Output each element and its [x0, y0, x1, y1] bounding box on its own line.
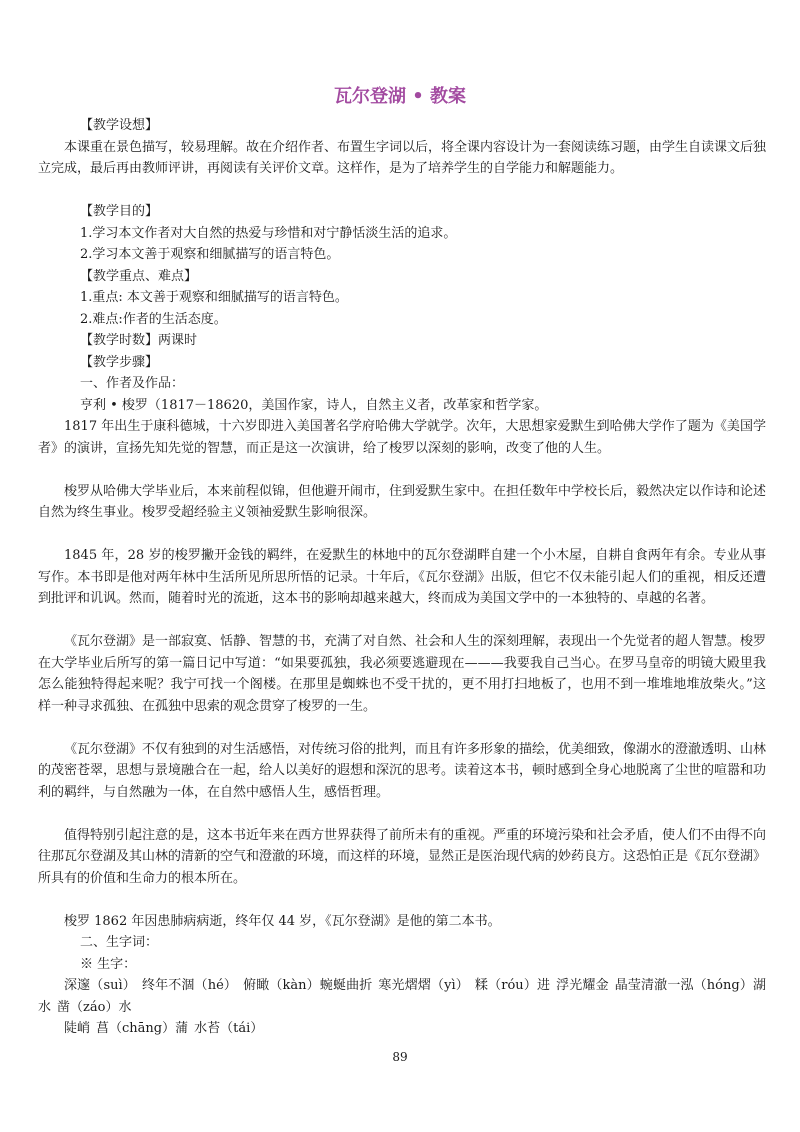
design-paragraph: 本课重在景色描写，较易理解。故在介绍作者、布置生字词以后，将全课内容设计为一套阅读练习题，由学生自读课文后独立完成，最后再由教师评讲，再阅读有关评价文章。这样作，是为了培养学生的自学能力和解题能力。: [38, 139, 767, 176]
spacer: [38, 717, 766, 739]
spacer: [38, 803, 766, 825]
aims-item-1: 1.学习本文作者对大自然的热爱与珍惜和对宁静恬淡生活的追求。: [80, 225, 457, 241]
key-heading: 【教学重点、难点】: [80, 268, 198, 284]
key-item-1: 1.重点: 本文善于观察和细腻描写的语言特色。: [80, 290, 348, 305]
hours-heading: 【教学时数】: [80, 333, 159, 348]
bio-paragraph-3: 1845 年，28 岁的梭罗撇开金钱的羁绊，在爱默生的林地中的瓦尔登湖畔自建一个小木屋，自耕自食两年有余。专业从事写作。本书即是他对两年林中生活所见所思所悟的记录。十年后，《瓦尔登湖》出版，但它不仅未能引起人们的重视，相反还遭到批评和讥讽。然而，随着时光的流逝，这本书的影响却越来越大，终而成为美国文学中的一本独特的、卓越的名著。: [38, 548, 766, 606]
aims-item-2: 2.学习本文善于观察和细腻描写的语言特色。: [80, 247, 340, 262]
hours-value: 两课时: [158, 333, 198, 348]
word-item: 陡峭: [64, 1021, 91, 1036]
book-paragraph-3: 值得特别引起注意的是，这本书近年来在西方世界获得了前所未有的重视。严重的环境污染和社会矛盾，使人们不由得不向往那瓦尔登湖及其山林的清新的空气和澄澈的环境，而这样的环境，显然正是医治现代病的妙药良方。这恐怕正是《瓦尔登湖》所具有的价值和生命力的根本所在。: [38, 827, 767, 886]
key-item-2: 2.难点:作者的生活态度。: [80, 311, 227, 327]
spacer: [38, 180, 766, 202]
spacer: [38, 524, 766, 546]
design-heading: 【教学设想】: [80, 118, 159, 133]
word-item: 菖（chāng）蒲: [96, 1021, 189, 1036]
word-item: 水苔（tái）: [194, 1021, 264, 1036]
section1-heading: 一、作者及作品：: [80, 376, 185, 391]
word-item: 凿（záo）水: [57, 999, 132, 1015]
document-title: 瓦尔登湖 • 教案: [333, 86, 467, 107]
word-item: 终年不涸（hé）: [141, 978, 238, 993]
hours-line: [38, 330, 766, 352]
death-paragraph: 梭罗 1862 年因患肺病病逝，终年仅 44 岁，《瓦尔登湖》是他的第二本书。: [64, 913, 501, 929]
author-line: 亨利 • 梭罗（1817－18620，美国作家，诗人，自然主义者，改革家和哲学家。: [80, 397, 548, 413]
steps-heading: 【教学步骤】: [80, 354, 159, 370]
bio-paragraph-2: 梭罗从哈佛大学毕业后，本来前程似锦，但他避开闹市，住到爱默生家中。在担任数年中学校长后，毅然决定以作诗和论述自然为终生事业。梭罗受超经验主义领袖爱默生影响很深。: [38, 483, 767, 520]
page-number: 89: [392, 1050, 408, 1064]
new-words-subheading: ※ 生字：: [80, 956, 137, 972]
word-item: 寒光熠熠（yì）: [378, 978, 469, 993]
spacer: [38, 610, 766, 632]
document-body: [38, 115, 766, 1040]
spacer: [38, 889, 766, 911]
word-item: 深邃（suì）: [64, 978, 136, 993]
aims-heading: 【教学目的】: [80, 204, 159, 219]
word-item: 浮光耀金: [556, 978, 609, 993]
new-words-line-2: [38, 1018, 766, 1040]
book-paragraph-1: 《瓦尔登湖》是一部寂寞、恬静、智慧的书，充满了对自然、社会和人生的深刻理解，表现出一个先觉者的超人智慧。梭罗在大学毕业后所写的第一篇日记中写道：“如果要孤独，我必须要逃避现在———我要我自己当心。在罗马皇帝的明镜大殿里我怎么能独特得起来呢？我宁可找一个阁楼。在那里是蜘蛛也不受干扰的，更不用打扫地板了，也用不到一堆堆地堆放柴火。”这样一种寻求孤独、在孤独中思索的观念贯穿了梭罗的一生。: [38, 634, 767, 714]
spacer: [38, 459, 766, 481]
book-paragraph-2: 《瓦尔登湖》不仅有独到的对生活感悟，对传统习俗的批判，而且有许多形象的描绘，优美细致，像湖水的澄澈透明、山林的茂密苍翠，思想与景境融合在一起，给人以美好的遐想和深沉的思考。读着这本书，顿时感到全身心地脱离了尘世的喧嚣和功利的羁绊，与自然融为一体，在自然中感悟人生，感悟哲理。: [38, 741, 767, 800]
new-words-line-1: [38, 975, 766, 1018]
word-item: 俯瞰（kàn）蜿蜒曲折: [243, 978, 373, 993]
bio-paragraph-1: 1817 年出生于康科德城，十六岁即进入美国著名学府哈佛大学就学。次年，大思想家爱默生到哈佛大学作了题为《美国学者》的演讲，宣扬先知先觉的智慧，而正是这一次演讲，给了梭罗以深刻的影响，改变了他的人生。: [38, 419, 766, 456]
word-item: 晶莹清澈一泓（hóng）湖水: [38, 978, 766, 1015]
section2-heading: 二、生字词：: [80, 935, 159, 950]
word-item: 糅（róu）进: [474, 978, 551, 993]
